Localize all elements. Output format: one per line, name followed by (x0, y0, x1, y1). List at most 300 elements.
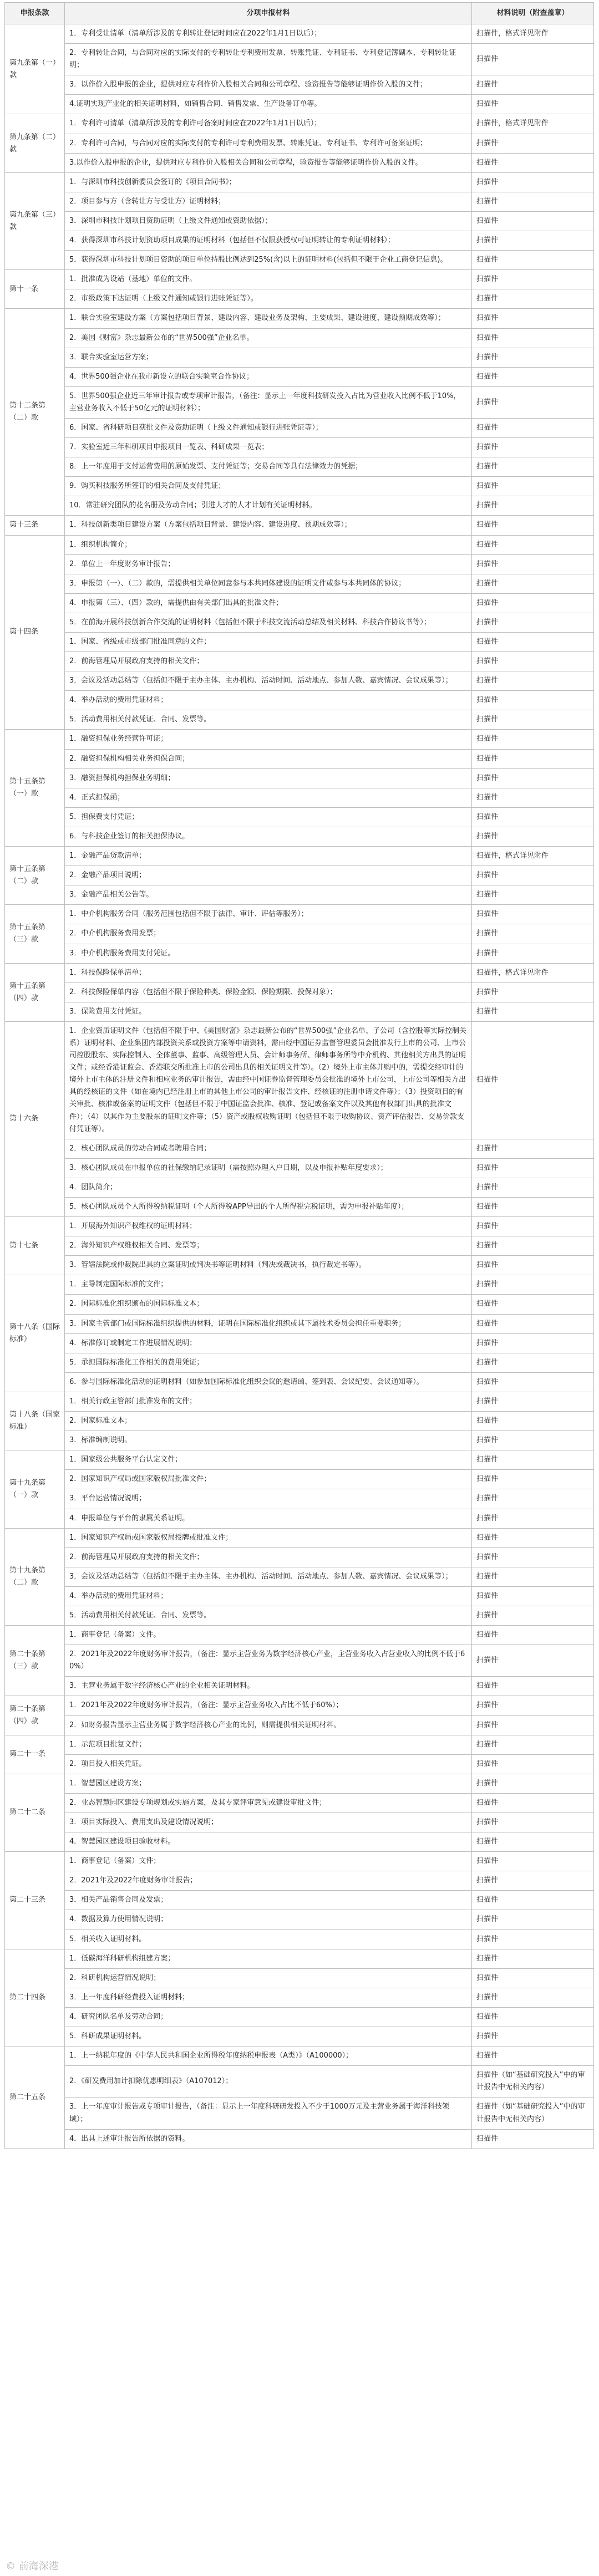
table-row (5, 211, 594, 231)
table-row (5, 289, 594, 309)
material-cell: 4．数据及算力使用情况说明； (65, 1910, 472, 1930)
table-row (5, 1178, 594, 1197)
material-cell: 3．项目实际投入、费用支出及建设情况说明； (65, 1813, 472, 1832)
note-cell: 扫描件 (472, 1586, 594, 1606)
table-row (5, 1470, 594, 1489)
material-cell: 5．活动费用相关付款凭证、合同、发票等。 (65, 710, 472, 730)
material-cell: 1．智慧园区建设方案； (65, 1774, 472, 1793)
material-cell: 2．中介机构服务费用发票； (65, 924, 472, 944)
material-cell: 2．国家标准文本； (65, 1412, 472, 1431)
note-cell: 扫描件 (472, 1139, 594, 1158)
table-row (5, 477, 594, 496)
table-row (5, 633, 594, 652)
table-row (5, 438, 594, 457)
note-cell: 扫描件，格式详见附件 (472, 847, 594, 866)
material-cell: 3．国家主管部门或国际标准组织提供的材料，证明在国际标准化组织或其下属技术委员会担任重要职务； (65, 1314, 472, 1333)
table-row (5, 2027, 594, 2046)
note-cell: 扫描件 (472, 633, 594, 652)
note-cell: 扫描件，格式详见附件 (472, 114, 594, 134)
note-cell: 扫描件 (472, 1509, 594, 1528)
material-cell: 2．市级政策下达证明（上级文件通知或银行进账凭证等）。 (65, 289, 472, 309)
table-row (5, 1021, 594, 1139)
note-cell: 扫描件 (472, 1275, 594, 1295)
note-cell: 扫描件 (472, 1774, 594, 1793)
material-cell: 2．单位上一年度财务审计报告； (65, 554, 472, 574)
note-cell: 扫描件 (472, 1891, 594, 1910)
material-cell: 1．相关行政主管部门批准发布的文件； (65, 1392, 472, 1411)
material-cell: 7．实验室近三年科研项目申报项目一览表、科研成果一览表； (65, 438, 472, 457)
material-cell: 4．获得深圳市科技计划资助项目成果的证明材料（包括但不仅限获授权可证明转让的专利证明材料）； (65, 231, 472, 251)
table-row (5, 1139, 594, 1158)
table-row (5, 44, 594, 75)
table-row (5, 1832, 594, 1852)
note-cell: 扫描件 (472, 309, 594, 328)
header-materials: 分项申报材料 (65, 3, 472, 24)
note-cell: 扫描件 (472, 1333, 594, 1353)
note-cell: 扫描件 (472, 1198, 594, 1217)
note-cell: 扫描件 (472, 1470, 594, 1489)
note-cell: 扫描件 (472, 1852, 594, 1871)
note-cell: 扫描件 (472, 1547, 594, 1567)
note-cell: 扫描件 (472, 386, 594, 418)
material-cell: 2．《研发费用加计扣除优惠明细表》（A107012）； (65, 2066, 472, 2098)
note-cell: 扫描件 (472, 671, 594, 691)
table-row (5, 1372, 594, 1392)
material-cell: 3．会议及活动总结等（包括但不限于主办主体、主办机构、活动时间、活动地点、参加人数、嘉宾情况、会议成果等）； (65, 1567, 472, 1586)
material-cell: 1．批准成为设站（基地）单位的文件。 (65, 270, 472, 289)
material-cell: 3．以作价入股申报的企业，提供对应专利作价入股相关合同和公司章程、验资报告等能够证明作价入股的文件； (65, 75, 472, 95)
note-cell: 扫描件 (472, 1158, 594, 1178)
note-cell: 扫描件 (472, 1715, 594, 1735)
table-row (5, 1813, 594, 1832)
table-body (5, 24, 594, 2149)
note-cell: 扫描件 (472, 328, 594, 348)
material-cell: 3．平台运营情况说明； (65, 1489, 472, 1509)
material-cell: 1．融资担保业务经营许可证； (65, 730, 472, 749)
note-cell: 扫描件 (472, 1256, 594, 1275)
note-cell: 扫描件 (472, 1626, 594, 1645)
note-cell: 扫描件 (472, 418, 594, 437)
material-cell: 4.证明实现产业化的相关证明材料，如销售合同、销售发票、生产设备订单等。 (65, 95, 472, 114)
watermark: © 前海深港 (6, 2560, 59, 2572)
clause-cell: 第二十一条 (5, 1735, 65, 1774)
material-cell: 3．融资担保机构担保业务明细； (65, 768, 472, 788)
note-cell: 扫描件 (472, 211, 594, 231)
material-cell: 1．金融产品贷款清单； (65, 847, 472, 866)
material-cell: 4．智慧园区建设项目验收材料。 (65, 1832, 472, 1852)
table-row (5, 768, 594, 788)
table-row (5, 1645, 594, 1677)
note-cell: 扫描件 (472, 477, 594, 496)
table-row (5, 251, 594, 270)
table-row (5, 2066, 594, 2098)
clause-cell: 第十八条（国家标准） (5, 1392, 65, 1450)
material-cell: 2．专利许可合同，与合同对应的实际支付的专利许可专利费用发票、转账凭证、专利证书、专利许可备案证明； (65, 134, 472, 153)
material-cell: 4．正式担保函； (65, 788, 472, 807)
material-cell: 2．项目参与方（含转让方与受让方）证明材料； (65, 192, 472, 211)
material-cell: 10．常驻研究团队的花名册及劳动合同；引进人才的人才计划有关证明材料。 (65, 496, 472, 516)
table-row (5, 1489, 594, 1509)
note-cell: 扫描件 (472, 44, 594, 75)
material-cell: 5．世界500强企业近三年审计报告或专项审计报告，（备注：显示上一年度科技研发投入占比为营业收入比例不低于10%，主营业务收入不低于50亿元的证明材料）； (65, 386, 472, 418)
table-row (5, 593, 594, 613)
table-row (5, 1606, 594, 1625)
note-cell: 扫描件 (472, 944, 594, 963)
table-row (5, 231, 594, 251)
material-cell: 4．团队简介； (65, 1178, 472, 1197)
material-cell: 2．前海管理局开展政府支持的相关文件； (65, 1547, 472, 1567)
note-cell: 扫描件 (472, 438, 594, 457)
material-cell: 5．核心团队成员个人所得税纳税证明（个人所得税APP导出的个人所得税完税证明，需为申报补贴年度）； (65, 1198, 472, 1217)
material-cell: 5．科研成果证明材料。 (65, 2027, 472, 2046)
table-row (5, 1158, 594, 1178)
material-cell: 1．商事登记（备案）文件。 (65, 1626, 472, 1645)
table-row (5, 418, 594, 437)
clause-cell: 第十五条第（一）款 (5, 730, 65, 847)
note-cell: 扫描件 (472, 516, 594, 535)
note-cell: 扫描件 (472, 1735, 594, 1754)
table-row (5, 192, 594, 211)
material-cell: 1．组织机构简介； (65, 535, 472, 554)
clause-cell: 第十九条第（一）款 (5, 1450, 65, 1528)
note-cell: 扫描件 (472, 691, 594, 710)
clause-cell: 第二十条第（三）款 (5, 1626, 65, 1696)
note-cell: 扫描件 (472, 1988, 594, 2007)
material-cell: 2．科技保险保单内容（包括但不限于保险种类、保险金额、保险期限、投保对象）； (65, 982, 472, 1002)
note-cell: 扫描件 (472, 1412, 594, 1431)
note-cell: 扫描件 (472, 1793, 594, 1813)
header-clause: 申报条款 (5, 3, 65, 24)
note-cell: 扫描件 (472, 457, 594, 477)
note-cell: 扫描件 (472, 807, 594, 827)
clause-cell: 第十九条第（二）款 (5, 1528, 65, 1625)
note-cell: 扫描件 (472, 1002, 594, 1021)
note-cell: 扫描件 (472, 1431, 594, 1450)
table-row (5, 1314, 594, 1333)
table-row (5, 1256, 594, 1275)
table-row (5, 134, 594, 153)
table-row (5, 1295, 594, 1314)
material-cell: 3．保险费用支付凭证。 (65, 1002, 472, 1021)
material-cell: 3．相关产品销售合同及发票； (65, 1891, 472, 1910)
note-cell: 扫描件 (472, 251, 594, 270)
material-cell: 2．专利转让合同，与合同对应的实际支付的专利转让专利费用发票、转账凭证、专利证书、专利登记簿副本、专利转让证明； (65, 44, 472, 75)
note-cell: 扫描件 (472, 1314, 594, 1333)
note-cell: 扫描件 (472, 885, 594, 905)
note-cell: 扫描件 (472, 1392, 594, 1411)
note-cell: 扫描件 (472, 554, 594, 574)
material-cell: 1．开展海外知识产权维权的证明材料； (65, 1217, 472, 1236)
note-cell: 扫描件 (472, 1871, 594, 1891)
material-cell: 2．如财务报告显示主营业务属于数字经济核心产业的比例，则需提供相关证明材料。 (65, 1715, 472, 1735)
material-cell: 2．融资担保机构相关业务担保合同； (65, 749, 472, 768)
table-row (5, 671, 594, 691)
table-header-row (5, 3, 594, 24)
note-cell: 扫描件 (472, 134, 594, 153)
note-cell: 扫描件 (472, 1832, 594, 1852)
note-cell: 扫描件 (472, 827, 594, 846)
note-cell: 扫描件，格式详见附件 (472, 24, 594, 44)
table-row (5, 1528, 594, 1547)
note-cell: 扫描件 (472, 788, 594, 807)
clause-cell: 第十五条第（四）款 (5, 963, 65, 1021)
material-cell: 3．上一年度科研经费投入证明材料； (65, 1988, 472, 2007)
clause-cell: 第二十四条 (5, 1949, 65, 2046)
material-cell: 5．承担国际标准化工作相关的费用凭证； (65, 1353, 472, 1372)
material-cell: 1．主导制定国际标准的文件； (65, 1275, 472, 1295)
table-row (5, 457, 594, 477)
table-row (5, 2129, 594, 2149)
material-cell: 3．金融产品相关公告等。 (65, 885, 472, 905)
table-row (5, 1236, 594, 1256)
material-cell: 3．申报第（一）、（二）款的，需提供相关单位同意参与本共同体建设的证明文件或参与本共同体的协议； (65, 574, 472, 593)
material-cell: 2．海外知识产权维权相关合同、发票等； (65, 1236, 472, 1256)
note-cell: 扫描件 (472, 75, 594, 95)
table-row (5, 1774, 594, 1793)
table-row (5, 710, 594, 730)
clause-cell: 第十七条 (5, 1217, 65, 1275)
table-row (5, 1988, 594, 2007)
material-cell: 1．示范项目批复文件； (65, 1735, 472, 1754)
table-row (5, 1735, 594, 1754)
note-cell: 扫描件 (472, 1372, 594, 1392)
clause-cell: 第九条第（二）款 (5, 114, 65, 172)
table-row (5, 982, 594, 1002)
table-row (5, 386, 594, 418)
note-cell: 扫描件 (472, 1353, 594, 1372)
material-cell: 1．2021年及2022年度财务审计报告，（备注：显示主营业务收入占比不低于60%）； (65, 1696, 472, 1715)
table-row (5, 516, 594, 535)
table-row (5, 1567, 594, 1586)
table-row (5, 1677, 594, 1696)
note-cell: 扫描件 (472, 289, 594, 309)
clause-cell: 第二十条第（四）款 (5, 1696, 65, 1735)
material-cell: 2．国际标准化组织颁布的国际标准文本； (65, 1295, 472, 1314)
material-cell: 3.以作价入股申报的企业，提供对应专利作价入股相关合同和公司章程，验资报告等能够证明作价入股的文件。 (65, 153, 472, 172)
table-row (5, 1450, 594, 1470)
note-cell: 扫描件 (472, 231, 594, 251)
material-cell: 1．科技保险保单清单； (65, 963, 472, 982)
note-cell: 扫描件 (472, 768, 594, 788)
material-cell: 4．出具上述审计报告所依据的资料。 (65, 2129, 472, 2149)
material-cell: 5．获得深圳市科技计划项目资助的项目单位持股比例达到25%(含)以上的证明材料(包括但不限于企业工商登记信息)。 (65, 251, 472, 270)
note-cell: 扫描件 (472, 613, 594, 632)
table-row (5, 866, 594, 885)
material-cell: 9．购买科技服务所签订的相关合同及支付凭证； (65, 477, 472, 496)
table-row (5, 2098, 594, 2129)
material-cell: 5．活动费用相关付款凭证、合同、发票等。 (65, 1606, 472, 1625)
note-cell: 扫描件 (472, 730, 594, 749)
note-cell: 扫描件 (472, 192, 594, 211)
table-row (5, 2046, 594, 2066)
table-row (5, 963, 594, 982)
material-cell: 2．核心团队成员的劳动合同或者聘用合同； (65, 1139, 472, 1158)
table-row (5, 1626, 594, 1645)
material-cell: 4．申报第（三）、（四）款的，需提供由有关部门出具的批准文件； (65, 593, 472, 613)
clause-cell: 第十六条 (5, 1021, 65, 1216)
material-cell: 4．标准修订或制定工作进展情况说明； (65, 1333, 472, 1353)
material-cell: 3．标准编制说明。 (65, 1431, 472, 1450)
note-cell: 扫描件 (472, 153, 594, 172)
note-cell: 扫描件 (472, 1677, 594, 1696)
note-cell: 扫描件 (472, 1968, 594, 1988)
note-cell: 扫描件 (472, 1645, 594, 1677)
note-cell: 扫描件 (472, 367, 594, 386)
note-cell: 扫描件 (472, 1949, 594, 1968)
clause-cell: 第十四条 (5, 535, 65, 730)
table-row (5, 1412, 594, 1431)
note-cell: 扫描件 (472, 1236, 594, 1256)
table-row (5, 574, 594, 593)
table-row (5, 885, 594, 905)
clause-cell: 第九条第（一）款 (5, 24, 65, 114)
table-row (5, 691, 594, 710)
clause-cell: 第十三条 (5, 516, 65, 535)
note-cell: 扫描件 (472, 1528, 594, 1547)
material-cell: 1．专利受让清单（清单所涉及的专利转让登记时间应在2022年1月1日以后）； (65, 24, 472, 44)
note-cell: 扫描件 (472, 1813, 594, 1832)
material-cell: 1．与深圳市科技创新委员会签订的《项目合同书》； (65, 172, 472, 192)
note-cell: 扫描件 (472, 1021, 594, 1139)
table-row (5, 1949, 594, 1968)
note-cell: 扫描件 (472, 866, 594, 885)
material-cell: 2．项目投入相关凭证。 (65, 1754, 472, 1774)
material-cell: 1．上一纳税年度的《中华人民共和国企业所得税年度纳税申报表（A类）》（A100000）； (65, 2046, 472, 2066)
material-cell: 5．在前海开展科技创新合作交流的证明材料（包括但不限于科技交流活动总结及相关材料、科技合作协议书等）； (65, 613, 472, 632)
table-row (5, 1333, 594, 1353)
note-cell: 扫描件 (472, 1450, 594, 1470)
material-cell: 3．核心团队成员在申报单位的社保缴纳记录证明（需按照办理入户日期，以及申报补贴年度要求）； (65, 1158, 472, 1178)
table-row (5, 1793, 594, 1813)
material-cell: 2．2021年及2022年度财务审计报告； (65, 1871, 472, 1891)
table-row (5, 1509, 594, 1528)
table-row (5, 1275, 594, 1295)
note-cell: 扫描件 (472, 710, 594, 730)
table-row (5, 2007, 594, 2027)
material-cell: 1．中介机构服务合同（服务范围包括但不限于法律、审计、评估等服务）； (65, 905, 472, 924)
note-cell: 扫描件 (472, 535, 594, 554)
material-cell: 5．相关收入证明材料。 (65, 1930, 472, 1949)
table-row (5, 807, 594, 827)
clause-cell: 第十二条第（二）款 (5, 309, 65, 516)
note-cell: 扫描件 (472, 652, 594, 671)
material-cell: 2．业态智慧园区建设专项规划或实施方案，及其专家评审意见或建设审批文件； (65, 1793, 472, 1813)
table-row (5, 153, 594, 172)
note-cell: 扫描件 (472, 749, 594, 768)
table-row (5, 367, 594, 386)
clause-cell: 第十五条第（二）款 (5, 847, 65, 905)
table-row (5, 554, 594, 574)
material-cell: 4．举办活动的费用凭证材料； (65, 691, 472, 710)
material-cell: 4．举办活动的费用凭证材料； (65, 1586, 472, 1606)
note-cell: 扫描件 (472, 95, 594, 114)
table-row (5, 827, 594, 846)
note-cell: 扫描件 (472, 172, 594, 192)
table-row (5, 749, 594, 768)
material-cell: 2．金融产品项目说明； (65, 866, 472, 885)
material-cell: 2．国家知识产权局或国家版权局批准文件； (65, 1470, 472, 1489)
table-row (5, 114, 594, 134)
note-cell: 扫描件 (472, 1696, 594, 1715)
table-row (5, 1754, 594, 1774)
material-cell: 4．申报单位与平台的隶属关系证明。 (65, 1509, 472, 1528)
clause-cell: 第二十二条 (5, 1774, 65, 1851)
material-cell: 1．联合实验室建设方案（方案包括项目背景、建设内容、建设业务及架构、主要成果、建设进度、建设预期成效等）； (65, 309, 472, 328)
table-row (5, 270, 594, 289)
table-row (5, 847, 594, 866)
note-cell: 扫描件 (472, 496, 594, 516)
table-row (5, 328, 594, 348)
table-row (5, 1852, 594, 1871)
table-row (5, 1353, 594, 1372)
note-cell: 扫描件 (472, 1178, 594, 1197)
table-row (5, 535, 594, 554)
note-cell: 扫描件（如“基础研究投入”中的审计报告中无相关内容） (472, 2066, 594, 2098)
note-cell: 扫描件 (472, 1567, 594, 1586)
table-row (5, 730, 594, 749)
note-cell: 扫描件 (472, 1606, 594, 1625)
material-cell: 6．与科技企业签订的相关担保协议。 (65, 827, 472, 846)
note-cell: 扫描件 (472, 2027, 594, 2046)
note-cell: 扫描件 (472, 1930, 594, 1949)
materials-table (4, 2, 594, 2149)
table-row (5, 309, 594, 328)
note-cell: 扫描件 (472, 1295, 594, 1314)
note-cell: 扫描件（如“基础研究投入”中的审计报告中无相关内容） (472, 2098, 594, 2129)
clause-cell: 第十五条第（三）款 (5, 905, 65, 963)
table-row (5, 613, 594, 632)
material-cell: 1．低碳海洋科研机构组建方案； (65, 1949, 472, 1968)
note-cell: 扫描件 (472, 1754, 594, 1774)
material-cell: 8．上一年度用于支付运营费用的原始发票、支付凭证等；交易合同等具有法律效力的凭据； (65, 457, 472, 477)
clause-cell: 第二十五条 (5, 2046, 65, 2149)
table-row (5, 1968, 594, 1988)
material-cell: 3．上一年度审计报告或专项审计报告，（备注：显示上一年度科研研发投入不少于1000万元及主营业务属于海洋科技领域）； (65, 2098, 472, 2129)
table-row (5, 348, 594, 367)
material-cell: 6．参与国际标准化活动的证明材料（如参加国际标准化组织会议的邀请函、签到表、会议纪要、会议通知等）。 (65, 1372, 472, 1392)
material-cell: 1．企业资质证明文件（包括但不限于中、《美国财富》杂志最新公布的“世界500强”企业名单、子公司（含控股等实际控制关系）证明材料、企业集团内部投资关系或投资方案等申请资料，需由经中国证券监督管理委员会批准发行上市的公司、上市公司控股股东、实际控制人、全体董事、监事、高级管理人员、会计师事务所、律师事务所等中介机构、其他相关方出具的证明文件；或经香港证监会、香港联交所批准上市的公司出具的相关证明文件等）。（2）境外上市主体并购中的，需提交经审计的境外上市主体的注册文件和相应业务的审计报告，需由经中国证券监督管理委员会批准的境外上市公司，上市公司等相关方出具的经核证的文件（如在境内已经注册上市的其他上市公司的审计报告文件、经核证的注册申请文件等）；（3）投资项目的有关审批、核准或备案的证明文件（包括但不限于中国证监会批准、核准、登记或备案文件以及其他有权部门出具的批准文件）；（4）以其作为主要股东的证明文件等；（5）资产或股权收购证明（包括但不限于收购协议、资产评估报告、交易价款支付凭证等）。 (65, 1021, 472, 1139)
table-row (5, 1392, 594, 1411)
material-cell: 2．美国《财富》杂志最新公布的“世界500强”企业名单。 (65, 328, 472, 348)
table-row (5, 1198, 594, 1217)
note-cell: 扫描件 (472, 1489, 594, 1509)
table-row (5, 924, 594, 944)
table-row (5, 1431, 594, 1450)
material-cell: 3．会议及活动总结等（包括但不限于主办主体、主办机构、活动时间、活动地点、参加人数、嘉宾情况、会议成果等）； (65, 671, 472, 691)
note-cell: 扫描件，格式详见附件 (472, 963, 594, 982)
material-cell: 4．世界500强企业在我市新设立的联合实验室合作协议； (65, 367, 472, 386)
table-row (5, 1871, 594, 1891)
material-cell: 2．前海管理局开展政府支持的相关文件； (65, 652, 472, 671)
material-cell: 5．担保费支付凭证； (65, 807, 472, 827)
table-row (5, 1715, 594, 1735)
table-row (5, 496, 594, 516)
note-cell: 扫描件 (472, 593, 594, 613)
table-row (5, 1930, 594, 1949)
table-row (5, 1547, 594, 1567)
note-cell: 扫描件 (472, 348, 594, 367)
table-row (5, 1586, 594, 1606)
note-cell: 扫描件 (472, 2129, 594, 2149)
table-row (5, 1217, 594, 1236)
material-cell: 1．国家级公共服务平台认定文件； (65, 1450, 472, 1470)
table-row (5, 95, 594, 114)
header-notes: 材料说明（附查盖章） (472, 3, 594, 24)
note-cell: 扫描件 (472, 574, 594, 593)
material-cell: 4．研究团队名单及劳动合同； (65, 2007, 472, 2027)
clause-cell: 第二十三条 (5, 1852, 65, 1949)
note-cell: 扫描件 (472, 270, 594, 289)
